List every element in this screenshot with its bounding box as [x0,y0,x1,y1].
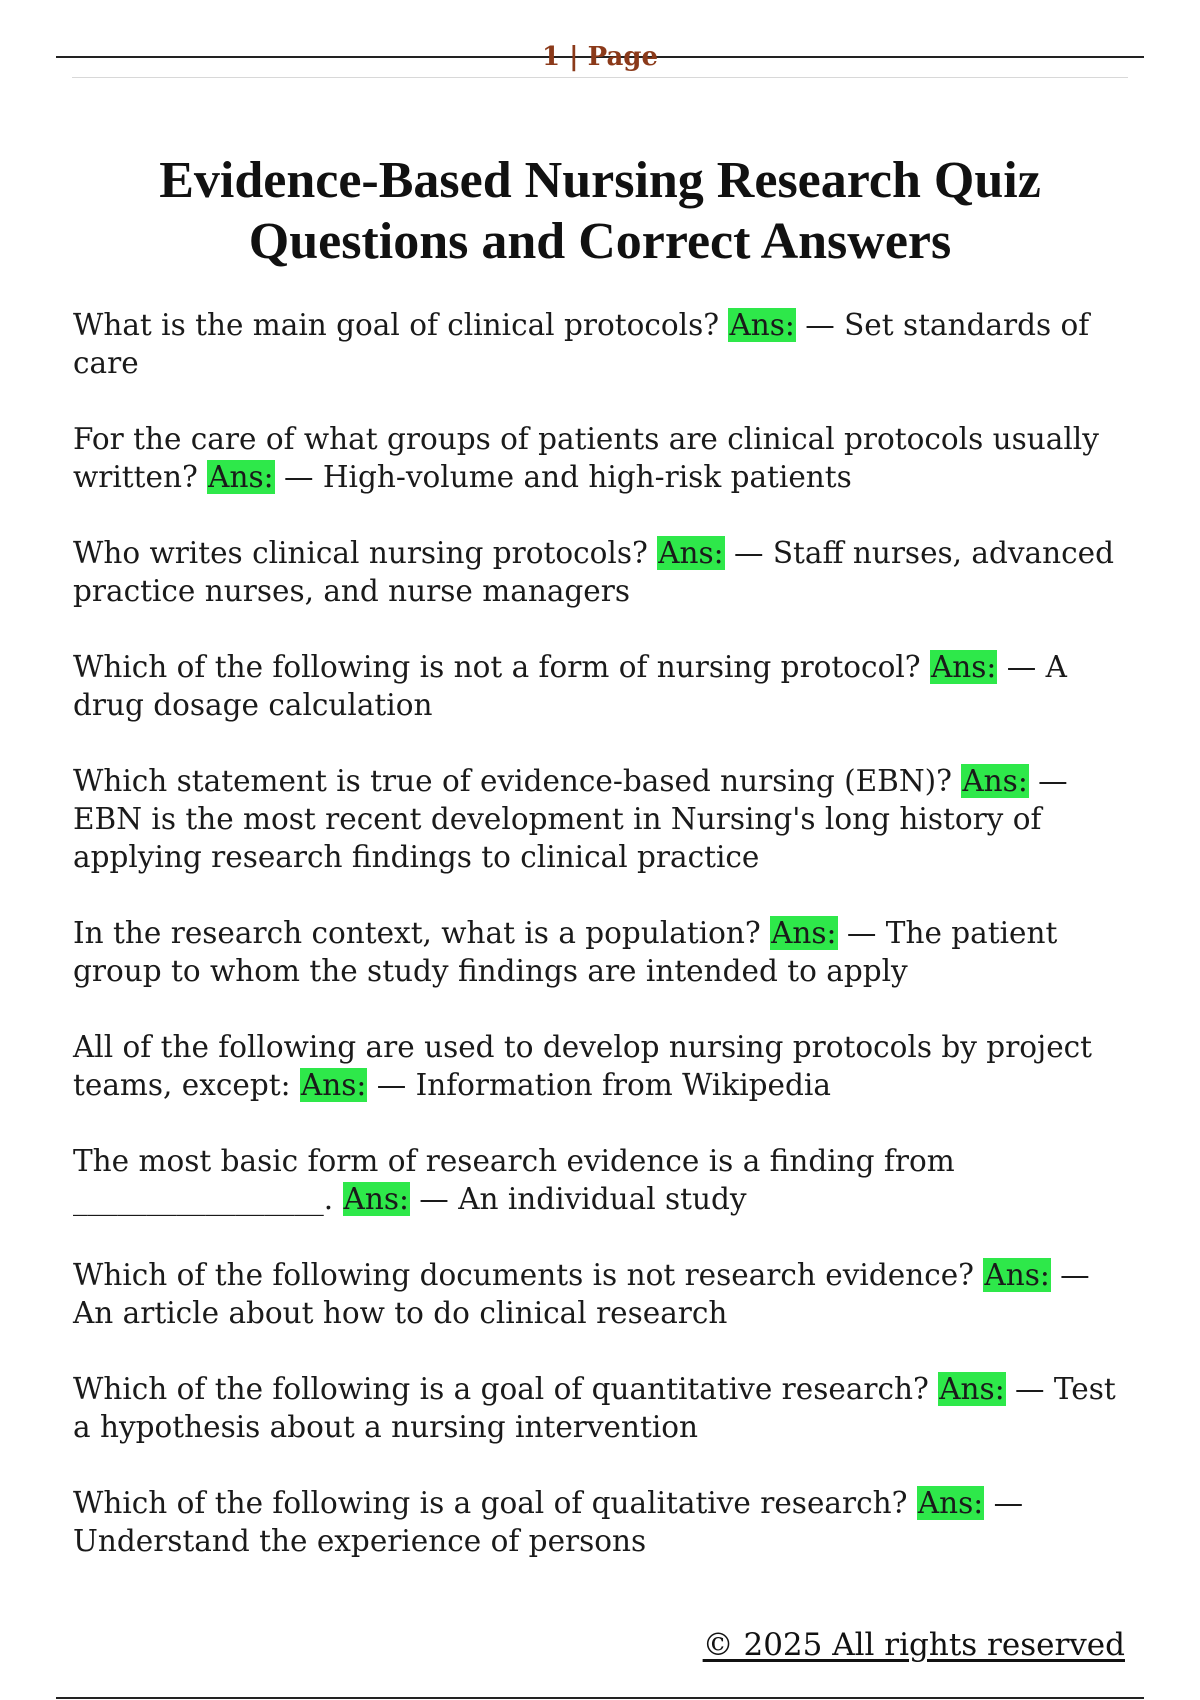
answer-text: The patient group to whom the study findings are intended to apply [73,916,1058,988]
copyright-notice: © 2025 All rights reserved [702,1627,1125,1663]
qa-item: Which of the following is a goal of qualitative research? Ans: — Understand the experience of persons [73,1486,1024,1558]
answer-label-highlight: Ans: [729,308,795,342]
qa-item: What is the main goal of clinical protocols? Ans: — Set standards of care [73,308,1090,380]
answer-label-highlight: Ans: [984,1258,1050,1292]
qa-item: For the care of what groups of patients are clinical protocols usually written? Ans: — High-volume and high-risk patients [73,422,1099,494]
question-text: Which of the following documents is not research evidence? [73,1258,975,1292]
qa-item: The most basic form of research evidence is a finding from _________________. Ans: — An individual study [73,1144,955,1216]
question-text: What is the main goal of clinical protocols? [73,308,720,342]
question-text: The most basic form of research evidence is a finding from _________________. [73,1144,955,1216]
answer-label-highlight: Ans: [208,460,274,494]
qa-item: Which of the following is a goal of quantitative research? Ans: — Test a hypothesis about a nursing intervention [73,1372,1116,1444]
question-text: In the research context, what is a population? [73,916,761,950]
qa-item: Who writes clinical nursing protocols? Ans: — Staff nurses, advanced practice nurses, and nurse managers [73,536,1115,608]
answer-text: Information from Wikipedia [415,1068,831,1102]
question-text: Which of the following is a goal of qualitative research? [73,1486,908,1520]
answer-label-highlight: Ans: [930,650,997,684]
footer-rule [56,1697,1144,1699]
answer-text: An article about how to do clinical research [73,1296,728,1330]
answer-text: EBN is the most recent development in Nursing's long history of applying research findings to clinical practice [73,802,1042,874]
answer-label-highlight: Ans: [771,916,837,950]
question-text: Which of the following is not a form of nursing protocol? [73,650,921,684]
question-text: For the care of what groups of patients are clinical protocols usually written? [73,422,1099,494]
page-number-label: 1 | Page [541,42,659,72]
question-text: Which of the following is a goal of quantitative research? [73,1372,929,1406]
question-text: Which statement is true of evidence-based nursing (EBN)? [73,764,952,798]
answer-label-highlight: Ans: [939,1372,1005,1406]
answer-text: Staff nurses, advanced practice nurses, and nurse managers [73,536,1115,608]
document-title: Evidence-Based Nursing Research Quiz Questions and Correct Answers [159,152,1041,270]
qa-item: All of the following are used to develop nursing protocols by project teams, except: Ans: — Information from Wikipedia [73,1030,1093,1102]
qa-item: In the research context, what is a population? Ans: — The patient group to whom the study findings are intended to apply [73,916,1058,988]
answer-label-highlight: Ans: [962,764,1028,798]
answer-label-highlight: Ans: [658,536,724,570]
header-subrule [72,77,1128,78]
question-text: All of the following are used to develop nursing protocols by project teams, except: [73,1030,1093,1102]
qa-item: Which statement is true of evidence-based nursing (EBN)? Ans: — EBN is the most recent development in Nursing's long history of applying research findings to clinical practice [73,764,1068,874]
answer-text: High-volume and high-risk patients [322,460,852,494]
qa-item: Which of the following documents is not research evidence? Ans: — An article about how to do clinical research [73,1258,1090,1330]
answer-label-highlight: Ans: [300,1068,367,1102]
question-text: Who writes clinical nursing protocols? [73,536,648,570]
answer-text: An individual study [458,1182,747,1216]
answer-text: A drug dosage calculation [73,650,1067,722]
answer-text: Set standards of care [73,308,1090,380]
answer-text: Understand the experience of persons [73,1524,647,1558]
answer-label-highlight: Ans: [917,1486,984,1520]
qa-item: Which of the following is not a form of nursing protocol? Ans: — A drug dosage calculation [73,650,1067,722]
answer-label-highlight: Ans: [343,1182,409,1216]
qa-list [73,306,1123,1598]
answer-text: Test a hypothesis about a nursing intervention [73,1372,1116,1444]
page-header [56,42,1144,72]
